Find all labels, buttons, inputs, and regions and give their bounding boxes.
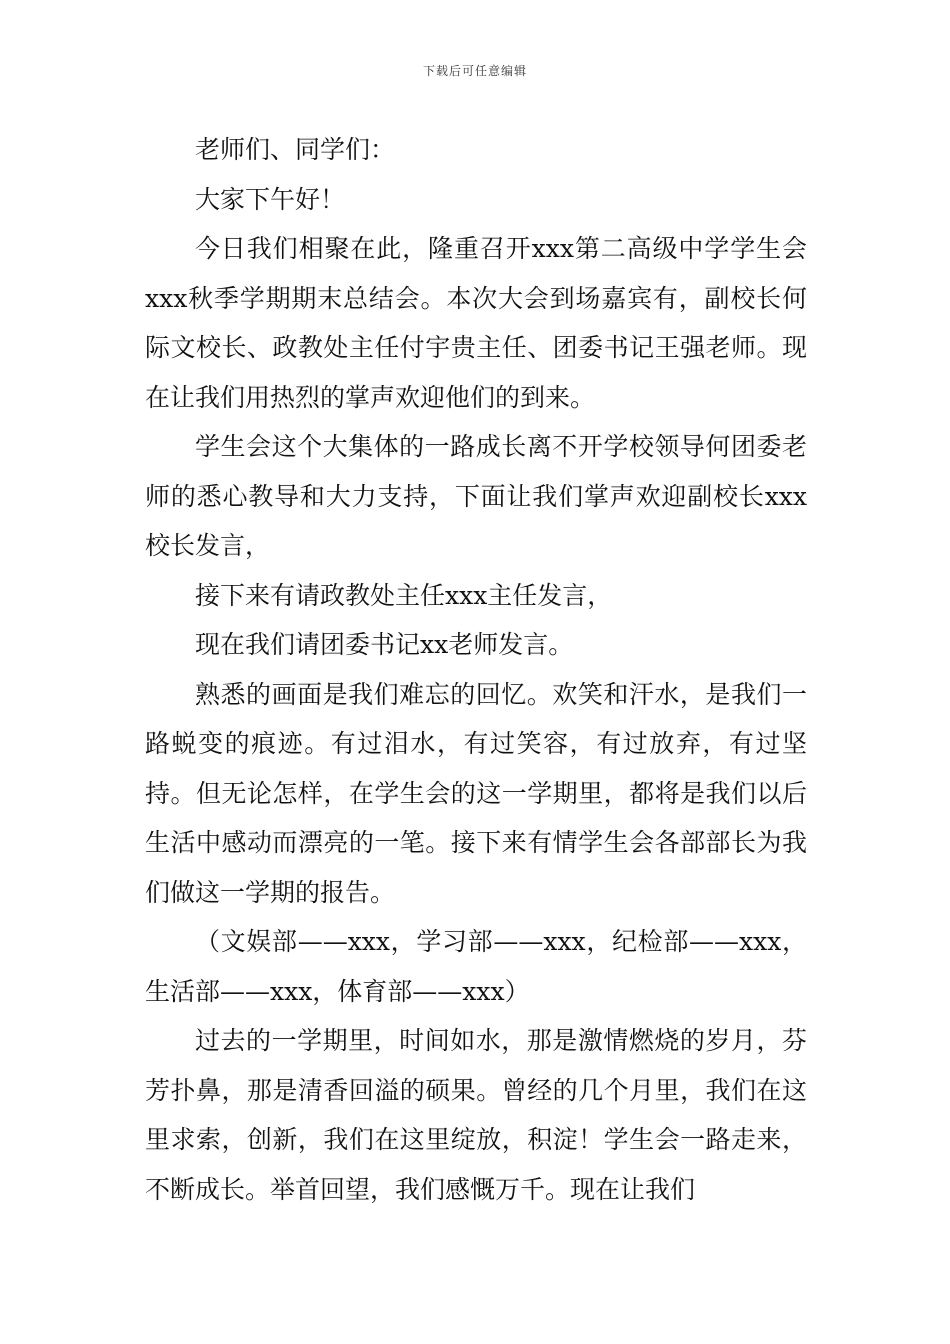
paragraph-review: 过去的一学期里，时间如水，那是激情燃烧的岁月，芬芳扑鼻，那是清香回溢的硕果。曾经的几个月里，我们在这里求索，创新，我们在这里绽放，积淀！学生会一路走来，不断成长。举首回望，我们感慨万千。现在让我们 xyxy=(145,1026,807,1204)
greeting: 大家下午好！ xyxy=(195,184,346,214)
document-body xyxy=(145,125,807,1214)
paragraph-political-director: 接下来有请政教处主任xxx主任发言， xyxy=(195,580,613,610)
paragraph-vice-principal: 学生会这个大集体的一路成长离不开学校领导何团委老师的悉心教导和大力支持，下面让我们掌声欢迎副校长xxx校长发言， xyxy=(145,432,807,560)
paragraph-league-secretary: 现在我们请团委书记xx老师发言。 xyxy=(195,630,574,659)
paragraph-opening: 今日我们相聚在此，隆重召开xxx第二高级中学学生会xxx秋季学期期末总结会。本次大会到场嘉宾有，副校长何际文校长、政教处主任付宇贵主任、团委书记王强老师。现在让我们用热烈的掌声欢迎他们的到来。 xyxy=(145,234,807,412)
paragraph-department-list: （文娱部——xxx，学习部——xxx，纪检部——xxx，生活部——xxx，体育部——xxx） xyxy=(145,927,807,1006)
paragraph-memories: 熟悉的画面是我们难忘的回忆。欢笑和汗水，是我们一路蜕变的痕迹。有过泪水，有过笑容，有过放弃，有过坚持。但无论怎样，在学生会的这一学期里，都将是我们以后生活中感动而漂亮的一笔。接下来有情学生会各部部长为我们做这一学期的报告。 xyxy=(145,679,807,907)
salutation: 老师们、同学们： xyxy=(195,135,396,164)
page-header: 下载后可任意编辑 xyxy=(422,64,527,78)
